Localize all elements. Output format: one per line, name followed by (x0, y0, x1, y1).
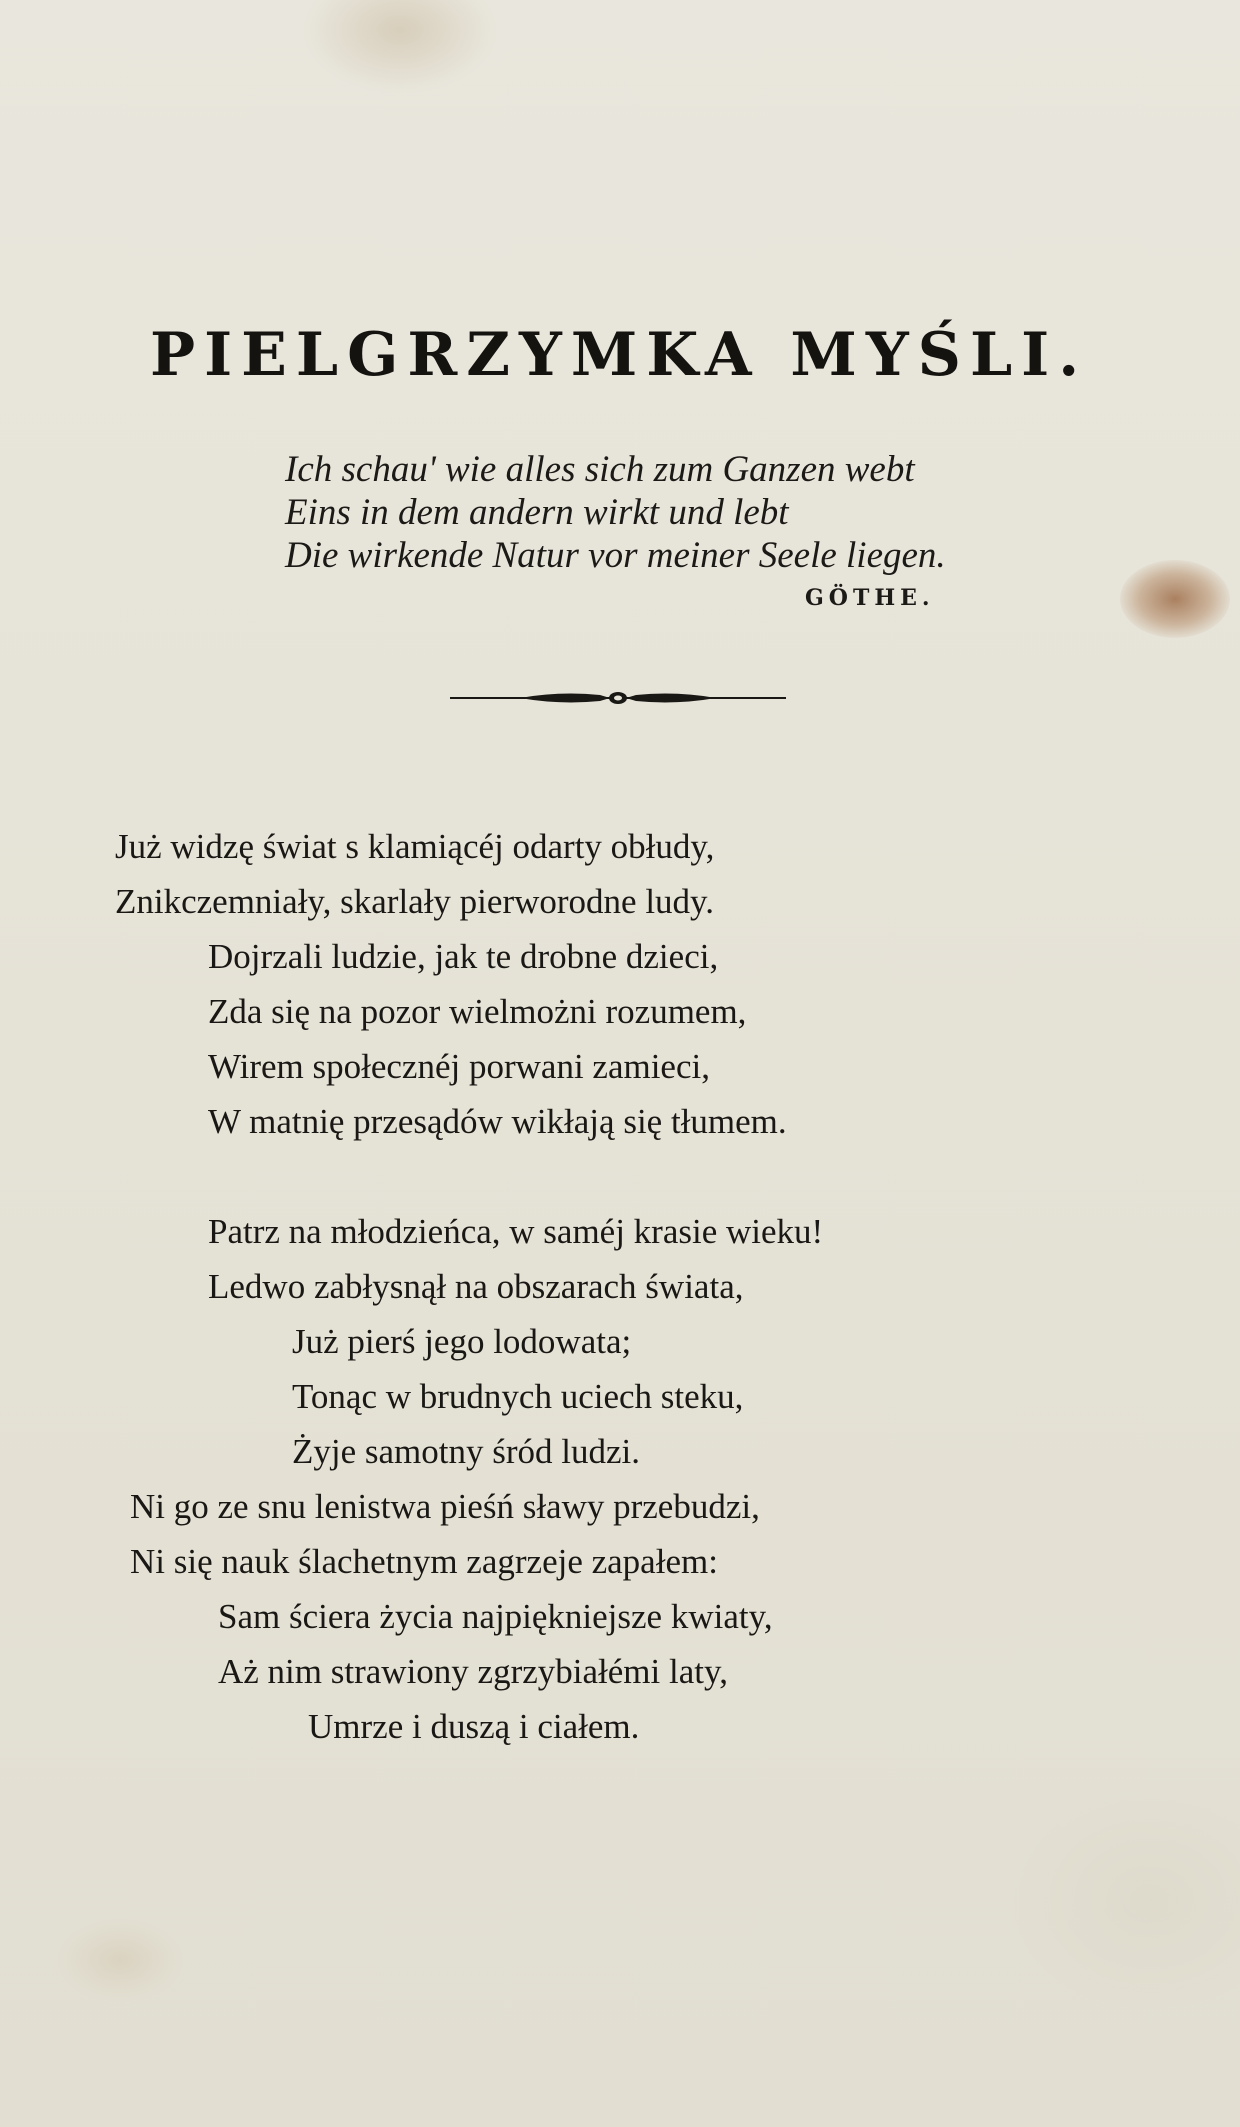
poem-line: Ni go ze snu lenistwa pieśń sławy przebudzi, (130, 1487, 760, 1526)
epigraph-line: Ich schau' wie alles sich zum Ganzen webt (285, 449, 915, 490)
poem-line: Zda się na pozor wielmożni rozumem, (208, 992, 747, 1031)
poem-line: Sam ściera życia najpiękniejsze kwiaty, (218, 1597, 773, 1636)
poem-line: W matnię przesądów wikłają się tłumem. (208, 1102, 787, 1141)
epigraph-author: GÖTHE. (805, 585, 935, 611)
poem-line: Już widzę świat s klamiącéj odarty obłudy, (115, 827, 715, 866)
poem-line: Tonąc w brudnych uciech steku, (292, 1377, 744, 1416)
poem-line: Ni się nauk ślachetnym zagrzeje zapałem: (130, 1542, 718, 1581)
poem-line: Wirem społecznéj porwani zamieci, (208, 1047, 710, 1086)
epigraph-line: Die wirkende Natur vor meiner Seele liegen. (285, 535, 946, 576)
poem-line: Znikczemniały, skarlały pierworodne ludy. (115, 882, 715, 921)
poem-line: Już pierś jego lodowata; (292, 1322, 632, 1361)
poem-line: Aż nim strawiony zgrzybiałémi laty, (218, 1652, 728, 1691)
poem-line: Umrze i duszą i ciałem. (308, 1707, 640, 1746)
poem-line: Dojrzali ludzie, jak te drobne dzieci, (208, 937, 719, 976)
poem-line: Patrz na młodzieńca, w saméj krasie wieku! (208, 1212, 824, 1251)
poem-line: Żyje samotny śród ludzi. (292, 1432, 641, 1471)
poem-line: Ledwo zabłysnął na obszarach świata, (208, 1267, 744, 1306)
page-title: PIELGRZYMKA MYŚLI. (150, 320, 1089, 390)
epigraph-line: Eins in dem andern wirkt und lebt (285, 492, 789, 533)
